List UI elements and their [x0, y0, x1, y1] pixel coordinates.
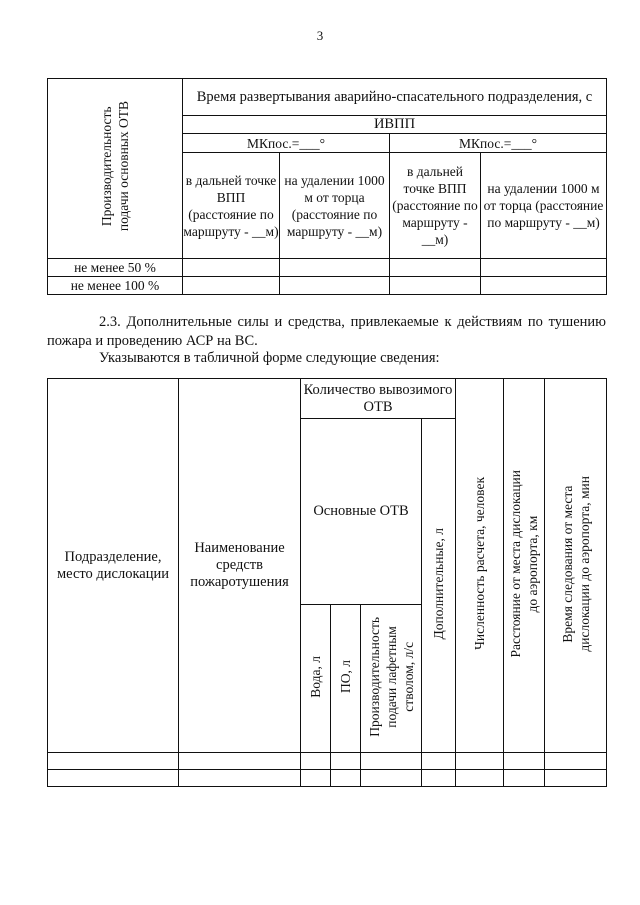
- travel-time-header: Время следования от места дислокации до аэропорта, мин: [559, 475, 592, 652]
- empty-cell: [504, 770, 545, 787]
- empty-cell: [183, 259, 280, 277]
- section-2-3-paragraph: 2.3. Дополнительные силы и средства, привлекаемые к действиям по тушению пожара и проведению АСР на ВС.: [47, 314, 606, 349]
- foam-header: ПО, л: [338, 660, 353, 693]
- empty-cell: [301, 753, 331, 770]
- empty-cell: [183, 277, 280, 295]
- deploy-time-header: Время развертывания аварийно-спасательного подразделения, с: [183, 79, 607, 116]
- empty-cell: [422, 753, 456, 770]
- empty-cell: [331, 753, 361, 770]
- distance-1000-cell-2: на удалении 1000 м от торца (расстояние по маршруту - __м): [481, 153, 607, 259]
- mk-heading-right: МКпос.=___°: [390, 134, 607, 153]
- distance-header: Расстояние от места дислокации до аэропорта, км: [508, 469, 541, 658]
- water-cell: [301, 605, 331, 753]
- row-label-100: не менее 100 %: [48, 277, 183, 295]
- empty-cell: [361, 770, 422, 787]
- quantity-header: Количество вывозимого ОТВ: [301, 379, 456, 419]
- empty-cell: [390, 259, 481, 277]
- row-label-50: не менее 50 %: [48, 259, 183, 277]
- empty-cell: [179, 753, 301, 770]
- mk-heading-left: МКпос.=___°: [183, 134, 390, 153]
- empty-cell: [361, 753, 422, 770]
- empty-cell: [390, 277, 481, 295]
- equipment-name-header: Наименование средств пожаротушения: [179, 379, 301, 753]
- main-agents-header: Основные ОТВ: [301, 419, 422, 605]
- crew-header: Численность расчета, человек: [472, 477, 488, 650]
- monitor-productivity-header: Производительность подачи лафетным стволом, л/с: [366, 616, 416, 737]
- empty-cell: [545, 770, 607, 787]
- additional-agents-cell: [422, 419, 456, 753]
- deployment-time-table: [47, 78, 607, 295]
- empty-cell: [481, 259, 607, 277]
- water-header: Вода, л: [308, 655, 323, 698]
- empty-cell: [280, 259, 390, 277]
- empty-cell: [422, 770, 456, 787]
- far-point-cell-1: в дальней точке ВПП (расстояние по маршруту - __м): [183, 153, 280, 259]
- empty-cell: [48, 770, 179, 787]
- unit-location-header: Подразделение, место дислокации: [48, 379, 179, 753]
- empty-cell: [179, 770, 301, 787]
- crew-header-cell: [456, 379, 504, 753]
- empty-cell: [48, 753, 179, 770]
- empty-cell: [481, 277, 607, 295]
- additional-forces-table: [47, 378, 607, 787]
- travel-time-header-cell: [545, 379, 607, 753]
- productivity-header-cell: [48, 79, 183, 259]
- instruction-paragraph: Указываются в табличной форме следующие сведения:: [99, 350, 440, 366]
- productivity-header: Производительность подачи основных ОТВ: [99, 101, 131, 232]
- empty-cell: [280, 277, 390, 295]
- page-number: 3: [316, 28, 324, 43]
- distance-header-cell: [504, 379, 545, 753]
- foam-cell: [331, 605, 361, 753]
- empty-cell: [456, 753, 504, 770]
- ivpp-header: ИВПП: [183, 116, 607, 134]
- empty-cell: [545, 753, 607, 770]
- empty-cell: [504, 753, 545, 770]
- empty-cell: [331, 770, 361, 787]
- empty-cell: [456, 770, 504, 787]
- monitor-productivity-cell: [361, 605, 422, 753]
- distance-1000-cell-1: на удалении 1000 м от торца (расстояние по маршруту - __м): [280, 153, 390, 259]
- far-point-cell-2: в дальней точке ВПП (расстояние по маршруту - __м): [390, 153, 481, 259]
- additional-agents-header: Дополнительные, л: [431, 527, 446, 640]
- empty-cell: [301, 770, 331, 787]
